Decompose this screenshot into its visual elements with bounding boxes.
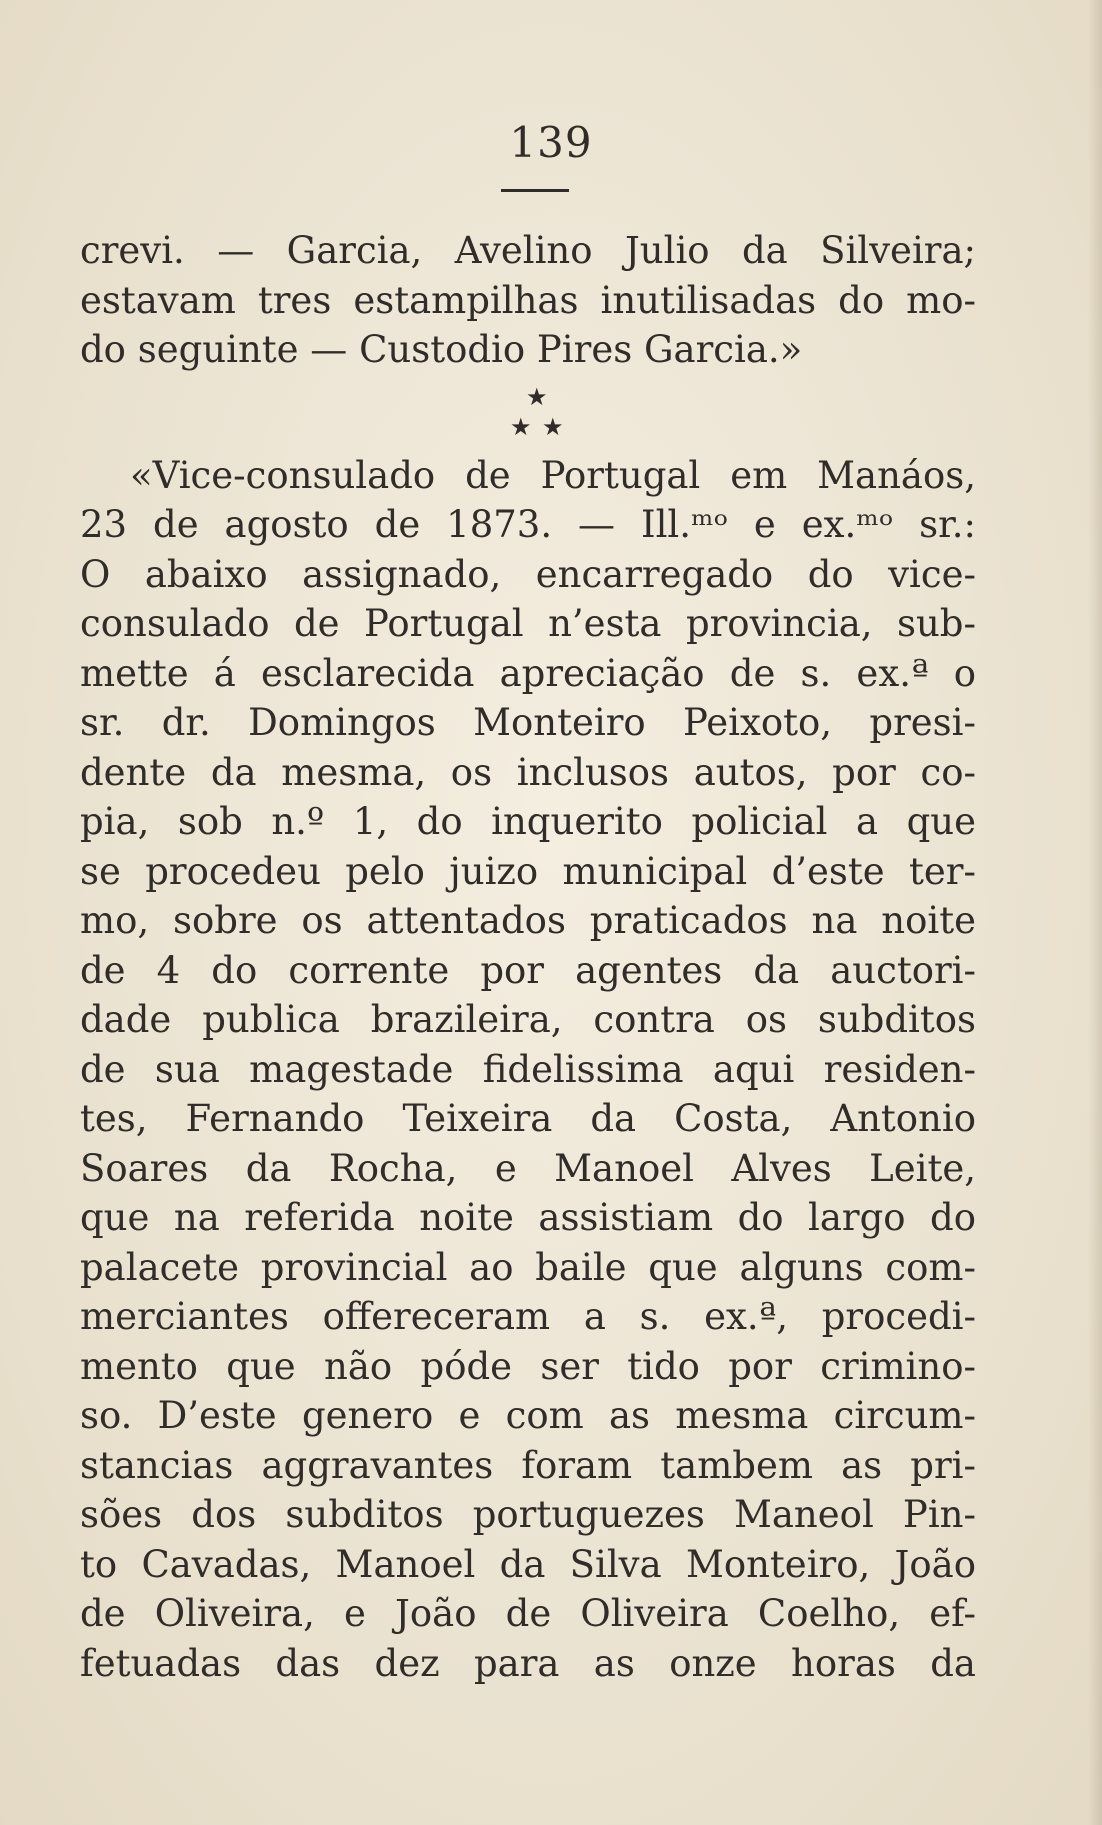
text-line: que na referida noite assistiam do largo do	[80, 1196, 976, 1239]
paragraph-1	[80, 226, 976, 375]
text-line: dente da mesma, os inclusos autos, por co-	[80, 750, 976, 794]
text-line: estavam tres estampilhas inutilisadas do mo-	[80, 278, 976, 322]
text-line: consulado de Portugal n’esta provincia, sub-	[80, 602, 976, 645]
text-line: mento que não póde ser tido por crimino-	[80, 1344, 976, 1388]
text-line: pia, sob n.º 1, do inquerito policial a que	[80, 800, 976, 843]
text-line: crevi. — Garcia, Avelino Julio da Silveira;	[80, 229, 976, 272]
paragraph-2	[80, 451, 976, 1689]
text-line: de Oliveira, e João de Oliveira Coelho, ef-	[80, 1592, 976, 1635]
text-line: dade publica brazileira, contra os subditos	[80, 998, 976, 1041]
text-line: «Vice-consulado de Portugal em Manáos,	[130, 453, 976, 497]
text-line: sões dos subditos portuguezes Maneol Pin-	[80, 1493, 976, 1536]
text-line: sr. dr. Domingos Monteiro Peixoto, presi-	[80, 701, 976, 744]
text-line: to Cavadas, Manoel da Silva Monteiro, João	[80, 1542, 976, 1586]
text-line: stancias aggravantes foram tambem as pri-	[80, 1443, 976, 1487]
page-number: 139	[509, 118, 593, 167]
body-text	[80, 226, 976, 1688]
text-line: palacete provincial ao baile que alguns com-	[80, 1245, 976, 1289]
text-line: do seguinte — Custodio Pires Garcia.»	[80, 328, 803, 371]
text-line: se procedeu pelo juizo municipal d’este ter-	[80, 849, 976, 893]
text-line: fetuadas das dez para as onze horas da	[80, 1641, 976, 1685]
star-icon: ★	[542, 412, 564, 441]
star-icon: ★	[526, 382, 548, 411]
star-icon: ★	[510, 412, 532, 441]
text-line: mette á esclarecida apreciação de s. ex.ª o	[80, 651, 976, 695]
text-line: tes, Fernando Teixeira da Costa, Antonio	[80, 1097, 976, 1140]
text-line: merciantes offereceram a s. ex.ª, procedi-	[80, 1295, 976, 1338]
text-line: de 4 do corrente por agentes da auctori-	[80, 948, 976, 992]
text-line: O abaixo assignado, encarregado do vice-	[80, 552, 976, 596]
page-number-rule	[501, 189, 569, 192]
text-line: Soares da Rocha, e Manoel Alves Leite,	[80, 1146, 976, 1190]
text-line: de sua magestade fidelissima aqui residen-	[80, 1047, 976, 1091]
text-line: so. D’este genero e com as mesma circum-	[80, 1394, 976, 1437]
text-line: mo, sobre os attentados praticados na noite	[80, 899, 976, 942]
text-line: 23 de agosto de 1873. — Ill.ᵐᵒ e ex.ᵐᵒ sr.:	[80, 503, 976, 546]
asterism-divider	[80, 375, 976, 451]
